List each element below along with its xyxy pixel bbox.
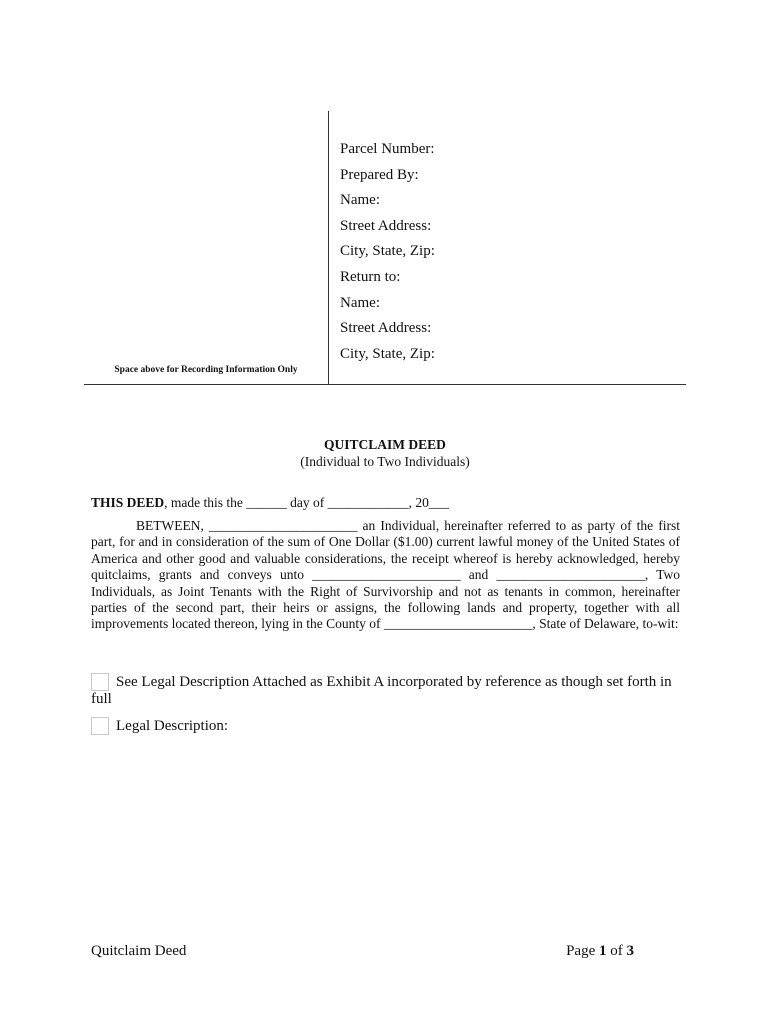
conveyance-paragraph: BETWEEN, ______________________ an Individual, hereinafter referred to as party of the first part, for and in consideration of the sum of One Dollar ($1.00) current lawful money of the United States of America and other good and valuable considerations, the receipt whereof is hereby acknowledged, hereby quitclaims, grants and conveys unto ______________________ and ______________________, Two Individuals, as Joint Tenants with the Right of Survivorship and not as tenants in common, hereinafter parties of the second part, their heirs or assigns, the following lands and property, together with all improvements located thereon, lying in the County of ______________________, State of Delaware, to-wit: xyxy=(91,518,680,632)
preparer-street-label: Street Address: xyxy=(340,217,432,234)
exhibit-a-label: See Legal Description Attached as Exhibit A incorporated by reference as though set forth in full xyxy=(91,674,672,707)
footer-page-indicator xyxy=(566,943,634,960)
return-name-label: Name: xyxy=(340,294,380,311)
document-subtitle: (Individual to Two Individuals) xyxy=(300,454,470,469)
document-title: QUITCLAIM DEED xyxy=(324,437,446,452)
legal-description-checkbox[interactable] xyxy=(91,717,109,735)
page-mid: of xyxy=(606,943,627,959)
deed-date-line xyxy=(91,495,449,511)
prepared-by-label: Prepared By: xyxy=(340,166,419,183)
page-current: 1 xyxy=(599,943,607,959)
preparer-city-label: City, State, Zip: xyxy=(340,243,435,260)
header-divider-vertical xyxy=(328,111,329,384)
page-prefix: Page xyxy=(566,943,599,959)
parcel-number-label: Parcel Number: xyxy=(340,141,435,157)
legal-description-label: Legal Description: xyxy=(116,718,229,734)
return-city-label: City, State, Zip: xyxy=(340,345,435,362)
page-total: 3 xyxy=(626,943,634,959)
this-deed-lead: THIS DEED xyxy=(91,495,165,510)
return-to-label: Return to: xyxy=(340,268,401,285)
preparer-info-block xyxy=(340,137,435,367)
recording-space-note: Space above for Recording Information Only xyxy=(114,365,298,375)
header-divider-horizontal xyxy=(84,384,686,385)
footer-document-name: Quitclaim Deed xyxy=(91,943,187,959)
date-blanks: , made this the ______ day of ____________, 20___ xyxy=(164,495,450,510)
preparer-name-label: Name: xyxy=(340,192,380,209)
return-street-label: Street Address: xyxy=(340,320,432,337)
